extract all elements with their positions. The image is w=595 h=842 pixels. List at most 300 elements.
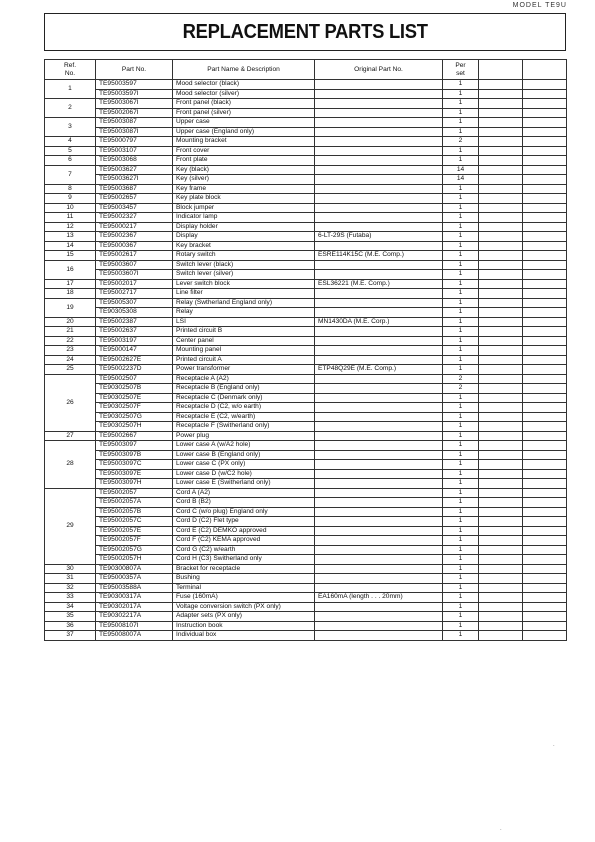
original-part-number bbox=[315, 89, 443, 99]
part-number: TE95003107 bbox=[96, 146, 173, 156]
table-row bbox=[45, 441, 567, 451]
part-number: TE95003097B bbox=[96, 450, 173, 460]
part-name: Lower case A (w/A2 hole) bbox=[173, 441, 315, 451]
original-part-number bbox=[315, 441, 443, 451]
part-name: Cord C (w/o plug) England only bbox=[173, 507, 315, 517]
part-number: TE95002057H bbox=[96, 555, 173, 565]
table-row bbox=[45, 108, 567, 118]
blank-cell bbox=[479, 222, 523, 232]
speck: . bbox=[553, 742, 555, 748]
original-part-number bbox=[315, 574, 443, 584]
ref-number: 29 bbox=[45, 488, 96, 564]
part-number: TE95003097C bbox=[96, 460, 173, 470]
ref-number: 34 bbox=[45, 602, 96, 612]
blank-cell bbox=[523, 593, 567, 603]
part-name: Printed circuit B bbox=[173, 327, 315, 337]
blank-cell bbox=[523, 441, 567, 451]
part-name: Lower case B (England only) bbox=[173, 450, 315, 460]
per-set-qty: 1 bbox=[443, 393, 479, 403]
table-row bbox=[45, 156, 567, 166]
per-set-qty: 1 bbox=[443, 317, 479, 327]
per-set-qty: 1 bbox=[443, 517, 479, 527]
blank-cell bbox=[479, 602, 523, 612]
blank-cell bbox=[479, 536, 523, 546]
ref-number: 25 bbox=[45, 365, 96, 375]
original-part-number bbox=[315, 184, 443, 194]
part-name: Mood selector (silver) bbox=[173, 89, 315, 99]
blank-cell bbox=[479, 232, 523, 242]
part-name: Receptacle A (A2) bbox=[173, 374, 315, 384]
part-number: TE90302507F bbox=[96, 403, 173, 413]
per-set-qty: 1 bbox=[443, 260, 479, 270]
col-name: Part Name & Description bbox=[173, 60, 315, 80]
ref-number: 5 bbox=[45, 146, 96, 156]
table-row bbox=[45, 555, 567, 565]
original-part-number bbox=[315, 108, 443, 118]
part-name: Power plug bbox=[173, 431, 315, 441]
part-number: TE95002057E bbox=[96, 526, 173, 536]
blank-cell bbox=[523, 479, 567, 489]
original-part-number bbox=[315, 498, 443, 508]
per-set-qty: 1 bbox=[443, 469, 479, 479]
blank-cell bbox=[479, 469, 523, 479]
part-number: TE95003097 bbox=[96, 441, 173, 451]
part-number: TE90302217A bbox=[96, 612, 173, 622]
ref-number: 22 bbox=[45, 336, 96, 346]
part-name: Front plate bbox=[173, 156, 315, 166]
per-set-qty: 1 bbox=[443, 80, 479, 90]
part-name: Line filter bbox=[173, 289, 315, 299]
original-part-number bbox=[315, 346, 443, 356]
blank-cell bbox=[523, 146, 567, 156]
speck: . bbox=[500, 826, 502, 832]
original-part-number bbox=[315, 583, 443, 593]
per-set-qty: 1 bbox=[443, 355, 479, 365]
part-number: TE95002057G bbox=[96, 545, 173, 555]
per-set-qty: 1 bbox=[443, 545, 479, 555]
table-row bbox=[45, 450, 567, 460]
blank-cell bbox=[523, 213, 567, 223]
per-set-qty: 1 bbox=[443, 184, 479, 194]
table-row bbox=[45, 469, 567, 479]
part-number: TE95002667 bbox=[96, 431, 173, 441]
original-part-number bbox=[315, 602, 443, 612]
blank-cell bbox=[479, 346, 523, 356]
per-set-qty: 1 bbox=[443, 431, 479, 441]
part-number: TE95003607 bbox=[96, 260, 173, 270]
per-set-qty: 1 bbox=[443, 488, 479, 498]
part-name: Power transformer bbox=[173, 365, 315, 375]
ref-number: 28 bbox=[45, 441, 96, 489]
original-part-number bbox=[315, 289, 443, 299]
table-row bbox=[45, 279, 567, 289]
part-number: TE95003457 bbox=[96, 203, 173, 213]
table-row bbox=[45, 251, 567, 261]
part-number: TE95003588A bbox=[96, 583, 173, 593]
part-name: Cord D (C2) Flet type bbox=[173, 517, 315, 527]
table-row bbox=[45, 412, 567, 422]
ref-number: 6 bbox=[45, 156, 96, 166]
blank-cell bbox=[479, 146, 523, 156]
blank-cell bbox=[523, 602, 567, 612]
original-part-number bbox=[315, 118, 443, 128]
blank-cell bbox=[479, 431, 523, 441]
blank-cell bbox=[479, 545, 523, 555]
per-set-qty: 1 bbox=[443, 222, 479, 232]
original-part-number bbox=[315, 213, 443, 223]
blank-cell bbox=[479, 175, 523, 185]
per-set-qty: 1 bbox=[443, 127, 479, 137]
part-number: TE95002617 bbox=[96, 251, 173, 261]
blank-cell bbox=[523, 346, 567, 356]
table-row bbox=[45, 612, 567, 622]
original-part-number bbox=[315, 403, 443, 413]
ref-number: 19 bbox=[45, 298, 96, 317]
part-number: TE95002367 bbox=[96, 232, 173, 242]
part-name: Switch lever (silver) bbox=[173, 270, 315, 280]
original-part-number bbox=[315, 327, 443, 337]
part-number: TE95002017 bbox=[96, 279, 173, 289]
original-part-number bbox=[315, 241, 443, 251]
part-name: Adapter sets (PX only) bbox=[173, 612, 315, 622]
part-name: Lower case D (w/C2 hole) bbox=[173, 469, 315, 479]
blank-cell bbox=[479, 574, 523, 584]
table-row bbox=[45, 127, 567, 137]
part-name: Cord B (B2) bbox=[173, 498, 315, 508]
table-row bbox=[45, 564, 567, 574]
blank-cell bbox=[523, 308, 567, 318]
per-set-qty: 1 bbox=[443, 422, 479, 432]
table-row bbox=[45, 498, 567, 508]
part-name: Receptacle D (C2, w/o earth) bbox=[173, 403, 315, 413]
part-name: Fuse (160mA) bbox=[173, 593, 315, 603]
ref-number: 10 bbox=[45, 203, 96, 213]
part-name: Cord G (C2) w/earth bbox=[173, 545, 315, 555]
part-number: TE95002237D bbox=[96, 365, 173, 375]
part-name: Lower case E (Switherland only) bbox=[173, 479, 315, 489]
part-number: TE95003597I bbox=[96, 89, 173, 99]
part-name: Center panel bbox=[173, 336, 315, 346]
per-set-qty: 1 bbox=[443, 279, 479, 289]
blank-cell bbox=[479, 156, 523, 166]
blank-cell bbox=[523, 184, 567, 194]
blank-cell bbox=[479, 127, 523, 137]
blank-cell bbox=[479, 507, 523, 517]
per-set-qty: 1 bbox=[443, 526, 479, 536]
blank-cell bbox=[523, 488, 567, 498]
ref-number: 31 bbox=[45, 574, 96, 584]
part-name: Mounting bracket bbox=[173, 137, 315, 147]
table-row bbox=[45, 593, 567, 603]
part-number: TE95002657 bbox=[96, 194, 173, 204]
blank-cell bbox=[523, 165, 567, 175]
blank-cell bbox=[479, 517, 523, 527]
part-number: TE90300317A bbox=[96, 593, 173, 603]
ref-number: 8 bbox=[45, 184, 96, 194]
blank-cell bbox=[523, 498, 567, 508]
part-number: TE90302507E bbox=[96, 393, 173, 403]
original-part-number bbox=[315, 545, 443, 555]
table-row bbox=[45, 460, 567, 470]
part-name: Terminal bbox=[173, 583, 315, 593]
original-part-number bbox=[315, 99, 443, 109]
table-row bbox=[45, 241, 567, 251]
table-row bbox=[45, 327, 567, 337]
ref-number: 7 bbox=[45, 165, 96, 184]
original-part-number bbox=[315, 612, 443, 622]
blank-cell bbox=[523, 412, 567, 422]
ref-number: 35 bbox=[45, 612, 96, 622]
per-set-qty: 1 bbox=[443, 441, 479, 451]
table-row bbox=[45, 526, 567, 536]
table-row bbox=[45, 422, 567, 432]
table-row bbox=[45, 317, 567, 327]
blank-cell bbox=[479, 118, 523, 128]
blank-cell bbox=[479, 365, 523, 375]
part-name: Bushing bbox=[173, 574, 315, 584]
table-row bbox=[45, 165, 567, 175]
part-name: Switch lever (black) bbox=[173, 260, 315, 270]
table-row bbox=[45, 431, 567, 441]
table-row bbox=[45, 99, 567, 109]
per-set-qty: 1 bbox=[443, 365, 479, 375]
original-part-number bbox=[315, 146, 443, 156]
blank-cell bbox=[479, 612, 523, 622]
part-number: TE95000217 bbox=[96, 222, 173, 232]
table-row bbox=[45, 545, 567, 555]
original-part-number bbox=[315, 175, 443, 185]
per-set-qty: 1 bbox=[443, 612, 479, 622]
blank-cell bbox=[523, 393, 567, 403]
ref-number: 14 bbox=[45, 241, 96, 251]
original-part-number bbox=[315, 298, 443, 308]
blank-cell bbox=[479, 631, 523, 641]
part-name: Block jumper bbox=[173, 203, 315, 213]
original-part-number: ESL36221 (M.E. Comp.) bbox=[315, 279, 443, 289]
per-set-qty: 1 bbox=[443, 251, 479, 261]
per-set-qty: 1 bbox=[443, 203, 479, 213]
original-part-number bbox=[315, 137, 443, 147]
per-set-qty: 1 bbox=[443, 270, 479, 280]
col-ref: Ref. No. bbox=[45, 60, 96, 80]
blank-cell bbox=[523, 108, 567, 118]
original-part-number bbox=[315, 507, 443, 517]
blank-cell bbox=[479, 555, 523, 565]
blank-cell bbox=[523, 621, 567, 631]
part-name: Front panel (black) bbox=[173, 99, 315, 109]
table-row bbox=[45, 403, 567, 413]
blank-cell bbox=[479, 526, 523, 536]
col-per-set: Per set bbox=[443, 60, 479, 80]
ref-number: 37 bbox=[45, 631, 96, 641]
part-name: Key plate block bbox=[173, 194, 315, 204]
per-set-qty: 1 bbox=[443, 631, 479, 641]
blank-cell bbox=[523, 260, 567, 270]
part-number: TE95003627I bbox=[96, 175, 173, 185]
blank-cell bbox=[523, 317, 567, 327]
per-set-qty: 1 bbox=[443, 336, 479, 346]
ref-number: 26 bbox=[45, 374, 96, 431]
part-number: TE95002717 bbox=[96, 289, 173, 299]
blank-cell bbox=[479, 393, 523, 403]
part-number: TE90302507H bbox=[96, 422, 173, 432]
part-number: TE95000797 bbox=[96, 137, 173, 147]
per-set-qty: 1 bbox=[443, 108, 479, 118]
ref-number: 36 bbox=[45, 621, 96, 631]
blank-cell bbox=[523, 469, 567, 479]
part-name: Receptacle F (Switherland only) bbox=[173, 422, 315, 432]
blank-cell bbox=[479, 184, 523, 194]
part-number: TE95003097E bbox=[96, 469, 173, 479]
ref-number: 3 bbox=[45, 118, 96, 137]
blank-cell bbox=[523, 536, 567, 546]
part-name: Upper case bbox=[173, 118, 315, 128]
blank-cell bbox=[479, 213, 523, 223]
original-part-number bbox=[315, 156, 443, 166]
blank-cell bbox=[523, 298, 567, 308]
original-part-number bbox=[315, 431, 443, 441]
part-name: Display bbox=[173, 232, 315, 242]
part-name: Upper case (England only) bbox=[173, 127, 315, 137]
per-set-qty: 14 bbox=[443, 175, 479, 185]
blank-cell bbox=[479, 384, 523, 394]
part-number: TE95002057A bbox=[96, 498, 173, 508]
table-row bbox=[45, 631, 567, 641]
blank-cell bbox=[479, 403, 523, 413]
part-name: Instruction book bbox=[173, 621, 315, 631]
per-set-qty: 1 bbox=[443, 241, 479, 251]
per-set-qty: 1 bbox=[443, 327, 479, 337]
part-number: TE95002067I bbox=[96, 108, 173, 118]
part-number: TE90300807A bbox=[96, 564, 173, 574]
blank-cell bbox=[523, 251, 567, 261]
part-number: TE95005307 bbox=[96, 298, 173, 308]
page-title: REPLACEMENT PARTS LIST bbox=[182, 20, 428, 43]
ref-number: 30 bbox=[45, 564, 96, 574]
blank-cell bbox=[523, 194, 567, 204]
table-row bbox=[45, 365, 567, 375]
ref-number: 9 bbox=[45, 194, 96, 204]
original-part-number: MN1430DA (M.E. Corp.) bbox=[315, 317, 443, 327]
table-row bbox=[45, 355, 567, 365]
table-row bbox=[45, 146, 567, 156]
table-row bbox=[45, 80, 567, 90]
original-part-number bbox=[315, 222, 443, 232]
blank-cell bbox=[479, 260, 523, 270]
original-part-number bbox=[315, 517, 443, 527]
blank-cell bbox=[479, 498, 523, 508]
per-set-qty: 1 bbox=[443, 574, 479, 584]
per-set-qty: 1 bbox=[443, 450, 479, 460]
blank-cell bbox=[479, 327, 523, 337]
original-part-number: ETP48Q29E (M.E. Comp.) bbox=[315, 365, 443, 375]
part-number: TE95000147 bbox=[96, 346, 173, 356]
part-number: TE90302507B bbox=[96, 384, 173, 394]
part-number: TE95003087 bbox=[96, 118, 173, 128]
per-set-qty: 1 bbox=[443, 507, 479, 517]
table-row bbox=[45, 232, 567, 242]
part-name: Relay bbox=[173, 308, 315, 318]
blank-cell bbox=[523, 564, 567, 574]
per-set-qty: 1 bbox=[443, 564, 479, 574]
table-row bbox=[45, 213, 567, 223]
part-name: Cord H (C3) Switherland only bbox=[173, 555, 315, 565]
table-row bbox=[45, 203, 567, 213]
original-part-number bbox=[315, 393, 443, 403]
ref-number: 15 bbox=[45, 251, 96, 261]
blank-cell bbox=[479, 108, 523, 118]
blank-cell bbox=[479, 165, 523, 175]
original-part-number bbox=[315, 203, 443, 213]
blank-cell bbox=[523, 289, 567, 299]
original-part-number: ESRE114K15C (M.E. Comp.) bbox=[315, 251, 443, 261]
original-part-number bbox=[315, 469, 443, 479]
ref-number: 27 bbox=[45, 431, 96, 441]
per-set-qty: 1 bbox=[443, 308, 479, 318]
blank-cell bbox=[479, 298, 523, 308]
col-part-no: Part No. bbox=[96, 60, 173, 80]
part-name: Receptacle B (England only) bbox=[173, 384, 315, 394]
table-row bbox=[45, 298, 567, 308]
blank-cell bbox=[479, 317, 523, 327]
blank-cell bbox=[479, 412, 523, 422]
blank-cell bbox=[523, 583, 567, 593]
table-row bbox=[45, 222, 567, 232]
ref-number: 33 bbox=[45, 593, 96, 603]
per-set-qty: 1 bbox=[443, 602, 479, 612]
original-part-number bbox=[315, 374, 443, 384]
blank-cell bbox=[479, 89, 523, 99]
col-original: Original Part No. bbox=[315, 60, 443, 80]
per-set-qty: 1 bbox=[443, 536, 479, 546]
ref-number: 12 bbox=[45, 222, 96, 232]
part-name: Cord E (C2) DEMKO approved bbox=[173, 526, 315, 536]
blank-cell bbox=[523, 631, 567, 641]
blank-cell bbox=[479, 194, 523, 204]
blank-cell bbox=[479, 203, 523, 213]
per-set-qty: 1 bbox=[443, 146, 479, 156]
table-row bbox=[45, 270, 567, 280]
blank-cell bbox=[523, 355, 567, 365]
ref-number: 18 bbox=[45, 289, 96, 299]
blank-cell bbox=[479, 488, 523, 498]
part-number: TE95003597 bbox=[96, 80, 173, 90]
part-number: TE95002637 bbox=[96, 327, 173, 337]
table-row bbox=[45, 336, 567, 346]
parts-table bbox=[44, 59, 567, 641]
original-part-number bbox=[315, 412, 443, 422]
per-set-qty: 1 bbox=[443, 156, 479, 166]
per-set-qty: 1 bbox=[443, 89, 479, 99]
blank-cell bbox=[479, 450, 523, 460]
col-blank-1 bbox=[479, 60, 523, 80]
ref-number: 32 bbox=[45, 583, 96, 593]
table-row bbox=[45, 89, 567, 99]
table-row bbox=[45, 602, 567, 612]
part-name: Indicator lamp bbox=[173, 213, 315, 223]
table-row bbox=[45, 488, 567, 498]
original-part-number bbox=[315, 270, 443, 280]
blank-cell bbox=[523, 222, 567, 232]
blank-cell bbox=[479, 355, 523, 365]
blank-cell bbox=[523, 365, 567, 375]
original-part-number bbox=[315, 488, 443, 498]
per-set-qty: 1 bbox=[443, 498, 479, 508]
part-number: TE95003067I bbox=[96, 99, 173, 109]
ref-number: 24 bbox=[45, 355, 96, 365]
part-name: Receptacle E (C2, w/earth) bbox=[173, 412, 315, 422]
blank-cell bbox=[523, 460, 567, 470]
